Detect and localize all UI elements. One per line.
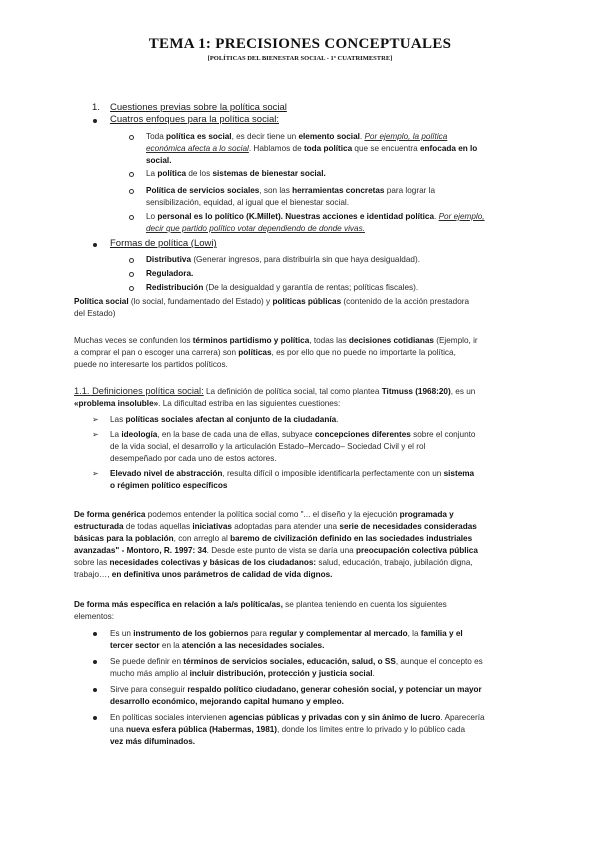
text-run: toda política bbox=[303, 144, 353, 153]
text-run: , donde los límites entre lo privado y lo público cada bbox=[277, 725, 465, 734]
text-run: regular y complementar al mercado bbox=[269, 629, 408, 638]
sub-item-3-line-1 bbox=[146, 185, 435, 196]
section-1-1-line-1 bbox=[74, 386, 475, 397]
text-run: (Generar ingresos, para distribuirla sin que haya desigualdad). bbox=[191, 255, 420, 264]
text-run: Sirve para conseguir bbox=[110, 685, 188, 694]
text-run: respaldo político ciudadano, generar cohesión social, y potenciar un mayor bbox=[187, 685, 482, 694]
difficulty-3-line-1 bbox=[110, 468, 474, 479]
text-run: para bbox=[248, 629, 270, 638]
text-run: decisiones cotidianas bbox=[348, 336, 434, 345]
bullet-icon bbox=[93, 688, 97, 692]
text-run: del Estado) bbox=[74, 309, 116, 318]
text-run: tercer sector bbox=[110, 641, 160, 650]
list-number: 1. bbox=[92, 102, 100, 113]
generic-line-6 bbox=[74, 569, 332, 580]
text-run: Política de servicios sociales bbox=[146, 186, 260, 195]
text-run: atención a las necesidades sociales. bbox=[181, 641, 325, 650]
text-run: necesidades colectivas y básicas de los ciudadanos: bbox=[109, 558, 317, 567]
text-run: (De la desigualdad y garantía de rentas; políticas fiscales). bbox=[203, 283, 419, 292]
difficulty-3-line-2 bbox=[110, 480, 227, 491]
bullet-icon bbox=[93, 632, 97, 636]
text-run: . bbox=[336, 415, 339, 424]
paragraph-1-line-2 bbox=[74, 308, 115, 319]
text-run: económica afecta a lo social bbox=[146, 144, 249, 153]
text-run: políticas bbox=[238, 348, 272, 357]
sub-bullet-icon bbox=[129, 272, 134, 277]
text-run: baremo de civilización definido en las sociedades industriales bbox=[230, 534, 473, 543]
text-run: Titmuss (1968:20) bbox=[381, 387, 451, 396]
text-run: términos de servicios sociales, educación, salud, o SS bbox=[183, 657, 396, 666]
text-run: desempeñado por cada uno de estos actores. bbox=[110, 454, 277, 463]
text-run: . Hablamos de bbox=[248, 144, 304, 153]
form-reguladora bbox=[146, 268, 193, 279]
text-run: familia y el bbox=[420, 629, 463, 638]
text-run: de todas aquellas bbox=[123, 522, 193, 531]
outline-item-2: Cuatros enfoques para la política social: bbox=[110, 114, 279, 125]
arrow-bullet-icon: ➢ bbox=[92, 415, 99, 424]
section-heading: 1.1. Definiciones política social: bbox=[74, 386, 204, 396]
element-3-line-1 bbox=[110, 684, 482, 695]
specific-intro-line-2 bbox=[74, 611, 114, 622]
text-run: Política social bbox=[74, 297, 129, 306]
text-run: Las bbox=[110, 415, 126, 424]
text-run: . bbox=[359, 132, 365, 141]
text-run: , resulta difícil o imposible identificarla perfectamente con un bbox=[222, 469, 444, 478]
text-run: para lograr la bbox=[384, 186, 436, 195]
text-run: Reguladora. bbox=[146, 269, 194, 278]
text-run: enfocada en lo bbox=[419, 144, 478, 153]
text-run: términos partidismo y política bbox=[192, 336, 310, 345]
outline-item-3: Formas de política (Lowi) bbox=[110, 238, 217, 249]
text-run: se plantea teniendo en cuenta los siguientes bbox=[282, 600, 447, 609]
text-run: , es por ello que no puede no importarte la política, bbox=[271, 348, 456, 357]
generic-line-3 bbox=[74, 533, 472, 544]
text-run: personal es lo político (K.Millet). Nuestras acciones e identidad política bbox=[157, 212, 435, 221]
sub-bullet-icon bbox=[129, 189, 134, 194]
element-1-line-1 bbox=[110, 628, 463, 639]
text-run: en definitiva unos parámetros de calidad de vida dignos. bbox=[111, 570, 333, 579]
text-run: programada y bbox=[399, 510, 454, 519]
text-run: Toda bbox=[146, 132, 167, 141]
text-run: salud, educación, trabajo, jubilación digna, bbox=[316, 558, 473, 567]
sub-item-3-line-2 bbox=[146, 197, 349, 208]
text-run: . Aparecería bbox=[440, 713, 485, 722]
sub-bullet-icon bbox=[129, 286, 134, 291]
arrow-bullet-icon: ➢ bbox=[92, 469, 99, 478]
text-run: agencias públicas y privadas con y sin ánimo de lucro bbox=[228, 713, 441, 722]
text-run: concepciones diferentes bbox=[314, 430, 411, 439]
difficulty-2-line-1 bbox=[110, 429, 475, 440]
text-run: políticas públicas bbox=[272, 297, 342, 306]
text-run: puede no interesarte los partidos políticos. bbox=[74, 360, 228, 369]
arrow-bullet-icon: ➢ bbox=[92, 430, 99, 439]
specific-intro-line-1 bbox=[74, 599, 447, 610]
text-run: nueva esfera pública (Habermas, 1981) bbox=[125, 725, 278, 734]
text-run: instrumento de los gobiernos bbox=[133, 629, 249, 638]
text-run: iniciativas bbox=[192, 522, 232, 531]
form-redistribucion bbox=[146, 282, 418, 293]
bullet-icon bbox=[93, 119, 97, 123]
generic-line-2 bbox=[74, 521, 477, 532]
text-run: que se encuentra bbox=[352, 144, 420, 153]
form-distributiva bbox=[146, 254, 420, 265]
text-run: política es social bbox=[166, 132, 232, 141]
text-run: De forma más específica en relación a la/s política/as, bbox=[74, 600, 283, 609]
text-run: . Desde este punto de vista se daría una bbox=[206, 546, 356, 555]
element-1-line-2 bbox=[110, 640, 324, 651]
text-run: Distributiva bbox=[146, 255, 192, 264]
text-run: . bbox=[434, 212, 439, 221]
text-run: (lo social, fundamentado del Estado) y bbox=[128, 297, 273, 306]
page-subtitle: [POLÍTICAS DEL BIENESTAR SOCIAL - 1º CUATRIMESTRE] bbox=[207, 55, 393, 62]
text-run: en la bbox=[159, 641, 182, 650]
text-run: , es un bbox=[450, 387, 476, 396]
difficulty-1 bbox=[110, 414, 338, 425]
text-run: avanzadas" - Montoro, R. 1997: 34 bbox=[74, 546, 207, 555]
text-run: políticas sociales afectan al conjunto de la ciudadanía bbox=[125, 415, 337, 424]
element-4-line-2 bbox=[110, 724, 465, 735]
text-run: incluir distribución, protección y justicia social bbox=[189, 669, 373, 678]
bullet-icon bbox=[93, 716, 97, 720]
text-run: decir que partido político votar dependiendo de donde vivas. bbox=[146, 224, 365, 233]
sub-item-1-line-3 bbox=[146, 155, 172, 166]
text-run: Por ejemplo, la política bbox=[364, 132, 448, 141]
text-run: . La dificultad estriba en las siguientes cuestiones: bbox=[158, 399, 341, 408]
generic-line-5 bbox=[74, 557, 473, 568]
text-run: ideología bbox=[121, 430, 158, 439]
paragraph-2-line-3 bbox=[74, 359, 228, 370]
sub-item-2 bbox=[146, 168, 326, 179]
text-run: preocupación colectiva pública bbox=[355, 546, 478, 555]
text-run: La definición de política social, tal como plantea bbox=[203, 387, 382, 396]
text-run: una bbox=[110, 725, 126, 734]
text-run: elementos: bbox=[74, 612, 115, 621]
paragraph-2-line-1 bbox=[74, 335, 478, 346]
text-run: (Ejemplo, ir bbox=[433, 336, 478, 345]
generic-line-1 bbox=[74, 509, 454, 520]
text-run: En políticas sociales intervienen bbox=[110, 713, 229, 722]
text-run: sensibilización, equidad, al igual que el bienestar social. bbox=[146, 198, 349, 207]
text-run: Redistribución bbox=[146, 283, 204, 292]
text-run: Es un bbox=[110, 629, 134, 638]
text-run: sistemas de bienestar social. bbox=[212, 169, 326, 178]
text-run: , es decir tiene un bbox=[231, 132, 299, 141]
text-run: de la vida social, el desarrollo y la articulación Estado–Mercado– Sociedad Civil y el rol bbox=[110, 442, 426, 451]
text-run: Muchas veces se confunden los bbox=[74, 336, 193, 345]
text-run: Se puede definir en bbox=[110, 657, 184, 666]
sub-bullet-icon bbox=[129, 172, 134, 177]
element-3-line-2 bbox=[110, 696, 344, 707]
bullet-icon bbox=[93, 660, 97, 664]
text-run: , todas las bbox=[309, 336, 349, 345]
text-run: adoptadas para atender una bbox=[231, 522, 340, 531]
text-run: mucho más amplio al bbox=[110, 669, 190, 678]
text-run: La bbox=[110, 430, 122, 439]
text-run: La bbox=[146, 169, 158, 178]
text-run: , son las bbox=[259, 186, 293, 195]
text-run: , con arreglo al bbox=[173, 534, 231, 543]
difficulty-2-line-3 bbox=[110, 453, 277, 464]
text-run: herramientas concretas bbox=[292, 186, 385, 195]
text-run: , aunque el concepto es bbox=[395, 657, 483, 666]
text-run: de los bbox=[186, 169, 213, 178]
text-run: De forma genérica bbox=[74, 510, 146, 519]
page-title: TEMA 1: PRECISIONES CONCEPTUALES bbox=[148, 36, 452, 52]
paragraph-2-line-2 bbox=[74, 347, 456, 358]
text-run: a comprar el pan o escoger una carrera) son bbox=[74, 348, 239, 357]
text-run: Por ejemplo, bbox=[438, 212, 485, 221]
text-run: sobre las bbox=[74, 558, 110, 567]
text-run: social. bbox=[146, 156, 172, 165]
sub-item-4-line-1 bbox=[146, 211, 485, 222]
text-run: vez más difuminados. bbox=[110, 737, 196, 746]
sub-bullet-icon bbox=[129, 258, 134, 263]
text-run: Lo bbox=[146, 212, 158, 221]
text-run: Elevado nivel de abstracción bbox=[110, 469, 223, 478]
text-run: sistema bbox=[443, 469, 475, 478]
outline-item-1: Cuestiones previas sobre la política social bbox=[110, 102, 287, 113]
generic-line-4 bbox=[74, 545, 478, 556]
text-run: , la bbox=[407, 629, 421, 638]
text-run: política bbox=[157, 169, 187, 178]
text-run: básicas para la población bbox=[74, 534, 174, 543]
text-run: estructurada bbox=[74, 522, 124, 531]
sub-bullet-icon bbox=[129, 215, 134, 220]
text-run: «problema insoluble» bbox=[74, 399, 159, 408]
text-run: elemento social bbox=[298, 132, 360, 141]
section-1-1-line-2 bbox=[74, 398, 340, 409]
text-run: serie de necesidades consideradas bbox=[339, 522, 477, 531]
text-run: , en la base de cada una de ellas, subyace bbox=[157, 430, 315, 439]
sub-item-1-line-2 bbox=[146, 143, 477, 154]
paragraph-1-line-1 bbox=[74, 296, 469, 307]
text-run: sobre el conjunto bbox=[410, 430, 476, 439]
text-run: trabajo…, bbox=[74, 570, 112, 579]
text-run: o régimen político específicos bbox=[110, 481, 228, 490]
text-run: (contenido de la acción prestadora bbox=[341, 297, 470, 306]
text-run: . bbox=[372, 669, 375, 678]
element-4-line-1 bbox=[110, 712, 485, 723]
sub-item-4-line-2 bbox=[146, 223, 365, 234]
sub-bullet-icon bbox=[129, 135, 134, 140]
element-2-line-1 bbox=[110, 656, 483, 667]
element-2-line-2 bbox=[110, 668, 375, 679]
text-run: desarrollo económico, mejorando capital humano y empleo. bbox=[110, 697, 344, 706]
sub-item-1-line-1 bbox=[146, 131, 447, 142]
element-4-line-3 bbox=[110, 736, 195, 747]
bullet-icon bbox=[93, 243, 97, 247]
difficulty-2-line-2 bbox=[110, 441, 425, 452]
text-run: podemos entender la política social como "... el diseño y la ejecución bbox=[145, 510, 400, 519]
